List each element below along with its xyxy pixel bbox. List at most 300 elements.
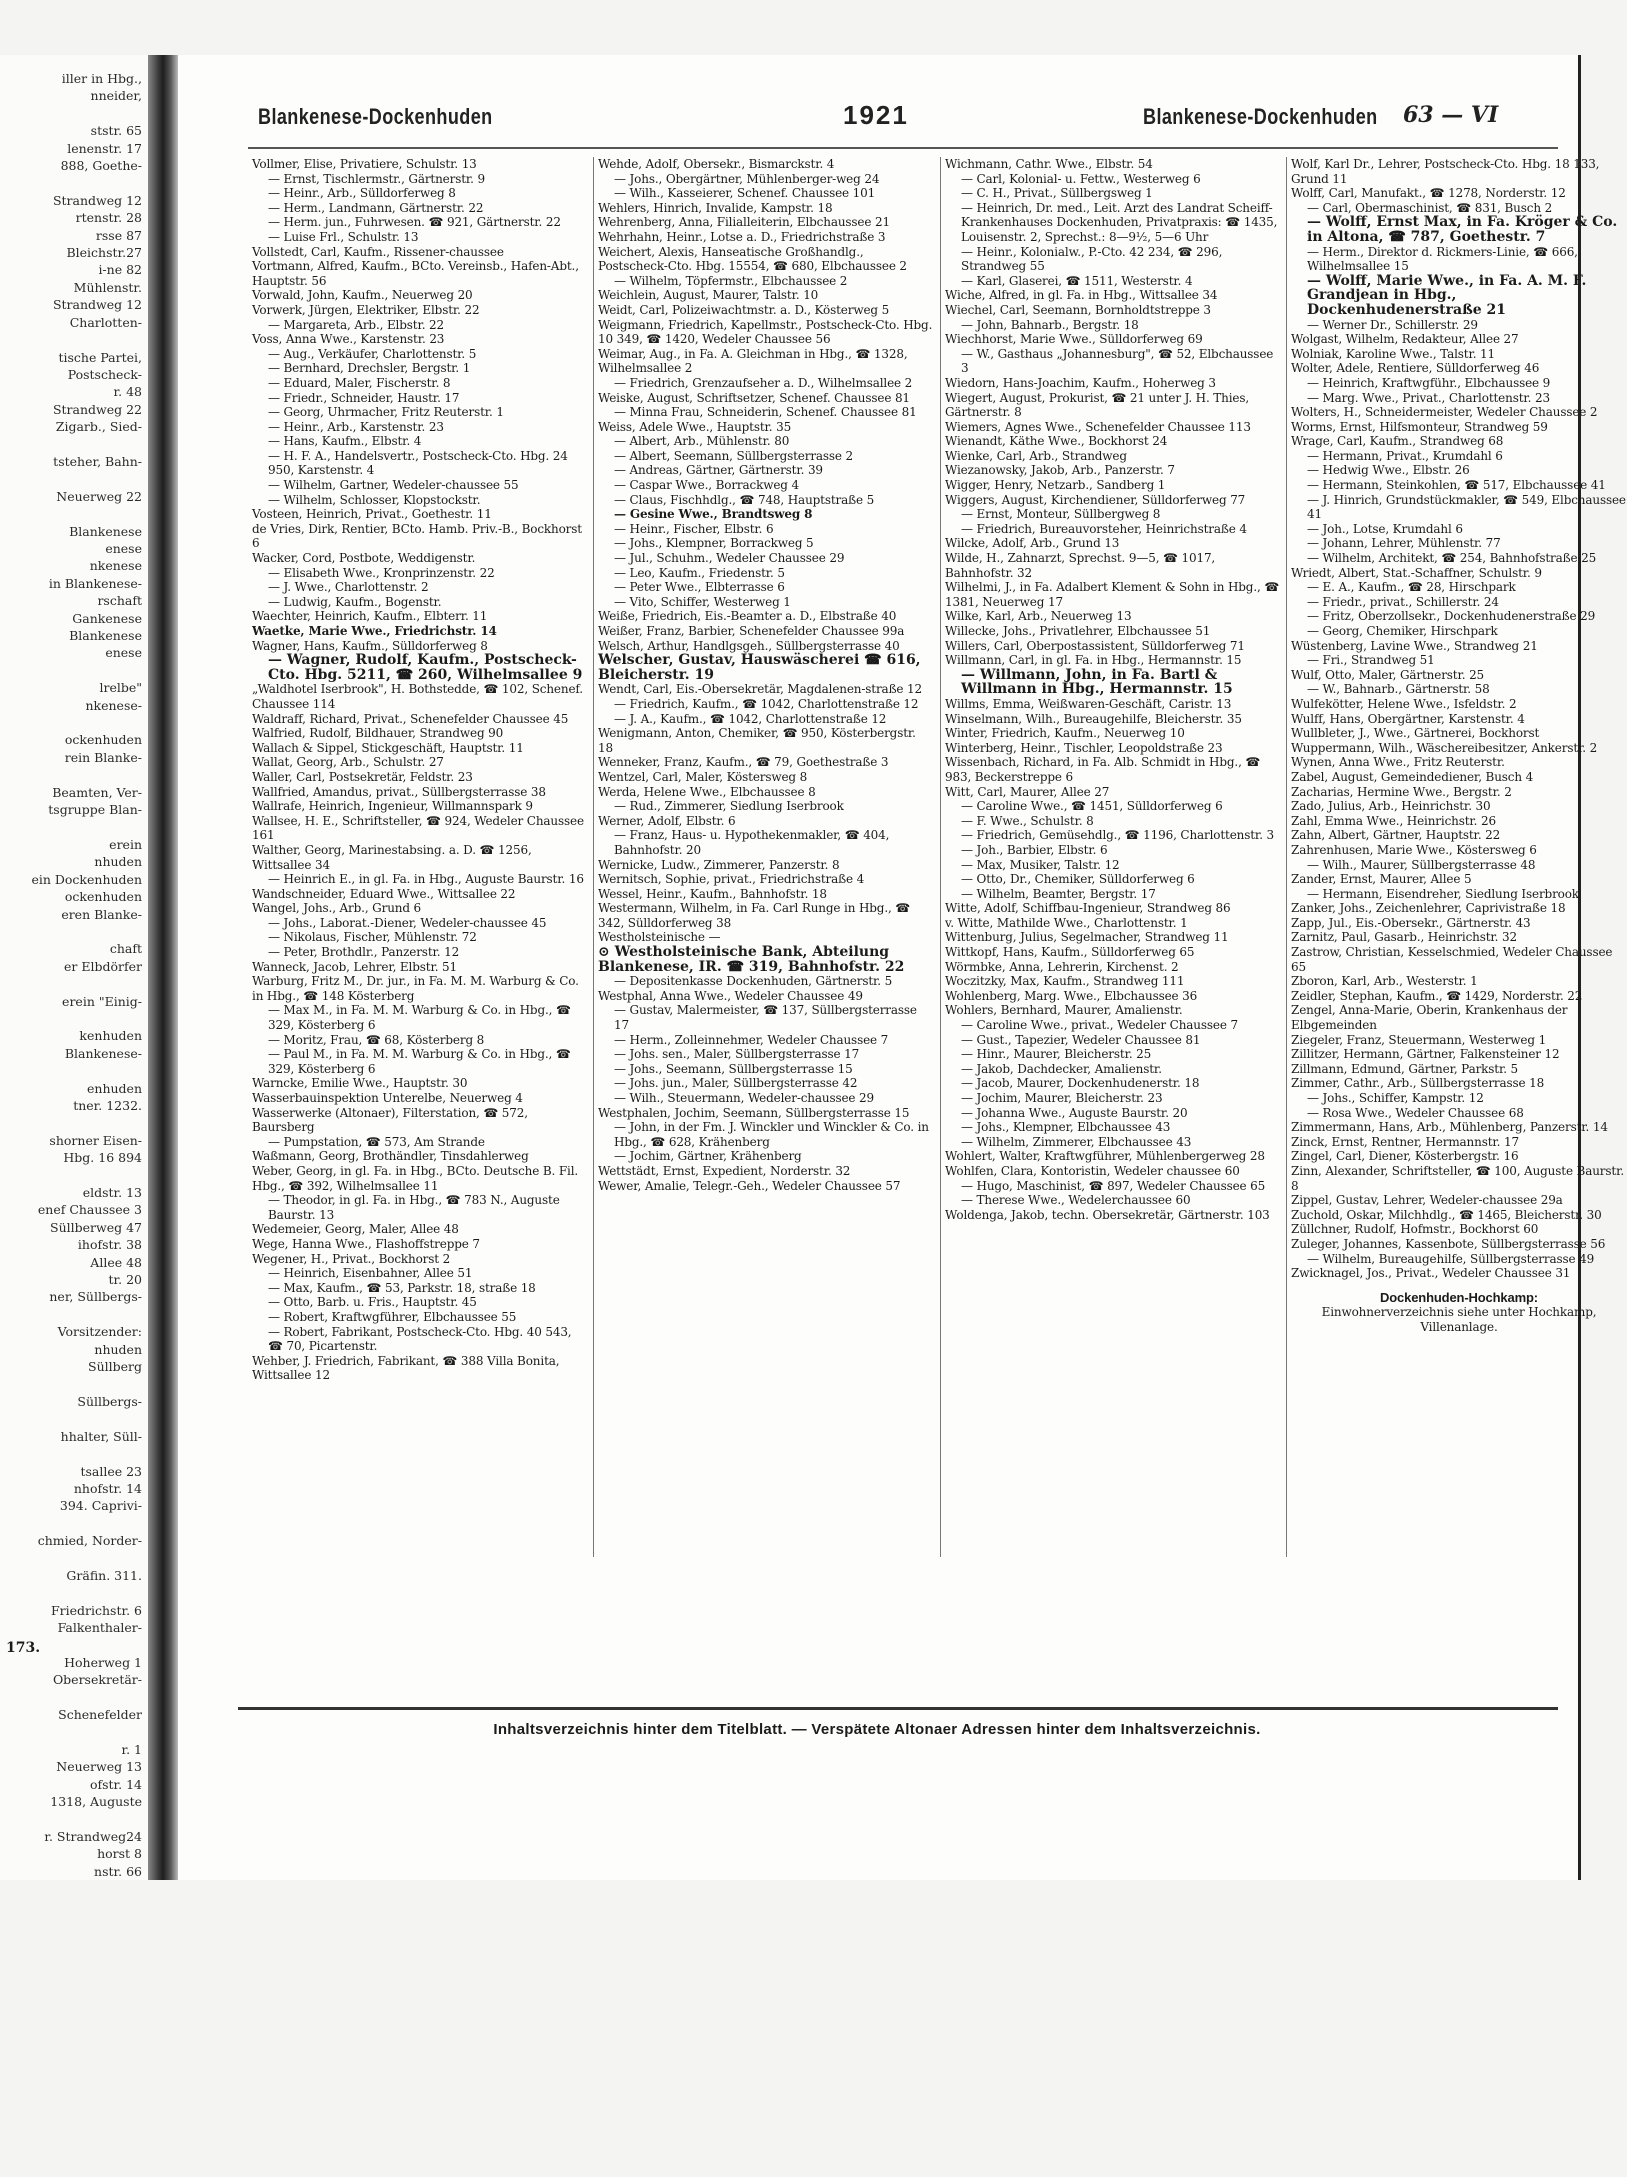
directory-entry: Wilhelmi, J., in Fa. Adalbert Klement & Sohn in Hbg., ☎ 1381, Neuerweg 17 (945, 580, 1280, 609)
left-page-line: 888, Goethe- (60, 158, 142, 174)
left-page-line (0, 923, 148, 940)
directory-entry: — Hermann, Privat., Krumdahl 6 (1307, 448, 1503, 463)
left-page-line: iller in Hbg., (61, 71, 142, 86)
directory-entry: — Robert, Fabrikant, Postscheck-Cto. Hbg. 40 543, ☎ 70, Picartenstr. (268, 1324, 572, 1354)
left-page-line: Blankenese (69, 628, 142, 643)
directory-entry: — John, Bahnarb., Bergstr. 18 (961, 317, 1139, 332)
directory-entry: Willmann, Carl, in gl. Fa. in Hbg., Hermannstr. 15 (945, 653, 1242, 668)
left-page-line: Hoherweg 1 (64, 1654, 142, 1670)
left-page-line: nkenese- (85, 697, 142, 713)
directory-entry: Wienandt, Käthe Wwe., Bockhorst 24 (945, 434, 1168, 449)
directory-entry: — J. Hinrich, Grundstückmakler, ☎ 549, Elbchaussee 41 (1307, 492, 1626, 522)
left-page-line (0, 714, 148, 731)
directory-entry: Witte, Adolf, Schiffbau-Ingenieur, Strandweg 86 (945, 901, 1231, 916)
directory-entry: Vorwald, John, Kaufm., Neuerweg 20 (252, 288, 473, 303)
left-page-line: hhalter, Süll- (60, 1428, 142, 1444)
left-page-line: lrelbe" (99, 680, 142, 696)
directory-entry: Walfried, Rudolf, Bildhauer, Strandweg 90 (252, 726, 504, 741)
directory-entry: Weigmann, Friedrich, Kapellmstr., Postscheck-Cto. Hbg. 10 349, ☎ 1420, Wedeler Chaussee 56 (598, 317, 933, 347)
left-page-line: eren Blanke- (61, 906, 142, 922)
directory-entry: Wallfried, Amandus, privat., Süllbergsterrasse 38 (252, 784, 546, 799)
directory-entry: Walther, Georg, Marinestabsing. a. D. ☎ 1256, Wittsallee 34 (252, 842, 532, 872)
left-page-line: eldstr. 13 (82, 1185, 142, 1200)
page-header (218, 100, 1568, 136)
directory-entry: Wrage, Carl, Kaufm., Strandweg 68 (1291, 434, 1504, 449)
directory-entry: — Johs., Klempner, Elbchaussee 43 (961, 1120, 1171, 1135)
directory-entry: — Jochim, Gärtner, Krähenberg (614, 1149, 802, 1164)
left-page-line: Falkenthaler- (57, 1620, 142, 1636)
directory-entry: — Georg, Uhrmacher, Fritz Reuterstr. 1 (268, 405, 504, 420)
directory-entry: Wulf, Otto, Maler, Gärtnerstr. 25 (1291, 667, 1485, 682)
directory-entry: — Therese Wwe., Wedelerchaussee 60 (961, 1193, 1191, 1208)
left-page-line: r. 48 (113, 384, 142, 400)
directory-entry: Westermann, Wilhelm, in Fa. Carl Runge in Hbg., ☎ 342, Sülldorferweg 38 (598, 901, 911, 930)
directory-entry: — Hedwig Wwe., Elbstr. 26 (1307, 463, 1470, 478)
directory-entry: Wolniak, Karoline Wwe., Talstr. 11 (1291, 346, 1496, 361)
directory-entry: Werner, Adolf, Elbstr. 6 (598, 813, 736, 828)
directory-entry: Zimmer, Cathr., Arb., Süllbergsterrasse 18 (1291, 1076, 1545, 1091)
left-page-line: Postscheck- (67, 366, 142, 382)
directory-entry: Wynen, Anna Wwe., Fritz Reuterstr. (1291, 755, 1505, 770)
directory-entry: Zabel, August, Gemeindediener, Busch 4 (1291, 769, 1534, 784)
directory-entry: Zacharias, Hermine Wwe., Bergstr. 2 (1291, 784, 1512, 799)
directory-entry: — Paul M., in Fa. M. M. Warburg & Co. in Hbg., ☎ 329, Kösterberg 6 (268, 1047, 571, 1076)
directory-entry: — Herm. jun., Fuhrwesen. ☎ 921, Gärtnerstr. 22 (268, 215, 561, 230)
directory-entry: Warburg, Fritz M., Dr. jur., in Fa. M. M. Warburg & Co. in Hbg., ☎ 148 Kösterberg (252, 974, 579, 1003)
directory-entry: Zado, Julius, Arb., Heinrichstr. 30 (1291, 799, 1491, 814)
directory-entry: — Friedrich, Gemüsehdlg., ☎ 1196, Charlottenstr. 3 (961, 828, 1275, 843)
directory-entry: Wacker, Cord, Postbote, Weddigenstr. (252, 551, 476, 566)
directory-entry: — Herm., Zolleinnehmer, Wedeler Chaussee 7 (614, 1032, 889, 1047)
directory-entry: Wörmbke, Anna, Lehrerin, Kirchenst. 2 (945, 959, 1179, 974)
directory-page (178, 55, 1626, 1880)
directory-entry: — Leo, Kaufm., Friedenstr. 5 (614, 565, 785, 580)
directory-entry: Vortmann, Alfred, Kaufm., BCto. Vereinsb., Hafen-Abt., Hauptstr. 56 (252, 259, 579, 288)
left-page-line: Allee 48 (90, 1254, 142, 1270)
directory-column-1 (252, 157, 588, 1383)
directory-entry: — Wilh., Kasseierer, Schenef. Chaussee 101 (614, 186, 876, 201)
left-page-line: horst 8 (97, 1846, 142, 1862)
directory-entry: — Hugo, Maschinist, ☎ 897, Wedeler Chaussee 65 (961, 1178, 1266, 1193)
directory-entry: Weiss, Adele Wwe., Hauptstr. 35 (598, 419, 792, 434)
directory-entry: — Jacob, Maurer, Dockenhudenerstr. 18 (961, 1076, 1200, 1091)
directory-entry: — Wilh., Maurer, Süllbergsterrasse 48 (1307, 857, 1536, 872)
left-page-line (0, 105, 148, 122)
left-page-line: nhuden (94, 1341, 142, 1357)
page-footer-note: Inhaltsverzeichnis hinter dem Titelblatt. — Verspätete Altonaer Adressen hinter dem Inhaltsverzeichnis. (493, 1721, 1261, 1738)
left-page-line: er Elbdörfer (64, 958, 142, 974)
directory-entry: Wallsee, H. E., Schriftsteller, ☎ 924, Wedeler Chaussee 161 (252, 813, 584, 843)
directory-entry: de Vries, Dirk, Rentier, BCto. Hamb. Priv.-B., Bockhorst 6 (252, 521, 582, 551)
left-page-line: nstr. 66 (94, 1863, 142, 1879)
directory-entry: Zuleger, Johannes, Kassenbote, Süllbergsterrasse 56 (1291, 1236, 1606, 1251)
directory-entry: Wichmann, Cathr. Wwe., Elbstr. 54 (945, 157, 1153, 171)
directory-entry: — Werner Dr., Schillerstr. 29 (1307, 317, 1478, 332)
directory-entry: — Robert, Kraftwgführer, Elbchaussee 55 (268, 1309, 517, 1324)
left-page-line (0, 1515, 148, 1532)
left-page-line: nkenese (89, 558, 142, 574)
directory-entry: — Joh., Barbier, Elbstr. 6 (961, 842, 1108, 857)
left-page-line: Blankenese- (64, 1045, 142, 1061)
directory-entry: — Friedr., Schneider, Haustr. 17 (268, 390, 460, 405)
directory-entry: Zahrenhusen, Marie Wwe., Köstersweg 6 (1291, 842, 1537, 857)
directory-entry: — Wilhelm, Bureaugehilfe, Süllbergsterrasse 49 (1307, 1251, 1595, 1266)
directory-entry: — Herm., Direktor d. Rickmers-Linie, ☎ 666, Wilhelmsallee 15 (1307, 244, 1578, 274)
directory-entry: Zuchold, Oskar, Milchhdlg., ☎ 1465, Bleicherstr. 30 (1291, 1207, 1602, 1222)
directory-entry: Wenneker, Franz, Kaufm., ☎ 79, Goethestraße 3 (598, 755, 889, 770)
left-page-line (0, 1167, 148, 1184)
left-page-line (0, 1689, 148, 1706)
directory-entry: Wohlenberg, Marg. Wwe., Elbchaussee 36 (945, 988, 1198, 1003)
left-page-line: r. Strandweg24 (44, 1829, 142, 1845)
left-page-line: Blankenese (69, 523, 142, 539)
directory-entry: Waßmann, Georg, Brothändler, Tinsdahlerweg (252, 1149, 529, 1164)
directory-entry: Winterberg, Heinr., Tischler, Leopoldstraße 23 (945, 740, 1223, 755)
directory-entry: v. Witte, Mathilde Wwe., Charlottenstr. 1 (945, 915, 1188, 930)
directory-entry: — Albert, Arb., Mühlenstr. 80 (614, 434, 790, 449)
left-page-line: Mühlenstr. (73, 279, 142, 295)
directory-entry: Zastrow, Christian, Kesselschmied, Wedeler Chaussee 65 (1291, 945, 1613, 974)
directory-entry: Westphal, Anna Wwe., Wedeler Chaussee 49 (598, 988, 863, 1003)
directory-entry: — Jochim, Maurer, Bleicherstr. 23 (961, 1091, 1163, 1105)
column-divider (940, 157, 941, 1557)
directory-entry: — Caroline Wwe., privat., Wedeler Chaussee 7 (961, 1018, 1238, 1033)
directory-entry: Wehlers, Hinrich, Invalide, Kampstr. 18 (598, 200, 833, 215)
directory-entry: Ziegeler, Franz, Steuermann, Westerweg 1 (1291, 1032, 1547, 1047)
directory-entry: — Friedrich, Grenzaufseher a. D., Wilhelmsallee 2 (614, 375, 913, 390)
directory-entry: — Otto, Dr., Chemiker, Sülldorferweg 6 (961, 872, 1195, 887)
left-page-line (0, 1550, 148, 1567)
directory-entry: Wedemeier, Georg, Maler, Allee 48 (252, 1222, 459, 1237)
directory-entry: — Hermann, Eisendreher, Siedlung Iserbrook (1307, 886, 1579, 901)
directory-entry: Wullbleter, J., Wwe., Gärtnerei, Bockhorst (1291, 726, 1540, 741)
section-heading: Dockenhuden-Hochkamp: (1380, 1289, 1538, 1305)
left-page-line: erein "Einig- (62, 993, 142, 1009)
directory-entry: — Heinr., Kolonialw., P.-Cto. 42 234, ☎ 296, Strandweg 55 (961, 244, 1223, 274)
directory-entry: — Jakob, Dachdecker, Amalienstr. (961, 1061, 1162, 1076)
directory-entry: Zinck, Ernst, Rentner, Hermannstr. 17 (1291, 1134, 1519, 1149)
directory-entry: — W., Gasthaus „Johannesburg", ☎ 52, Elbchaussee 3 (961, 346, 1274, 376)
directory-entry: — Bernhard, Drechsler, Bergstr. 1 (268, 361, 471, 376)
left-page-line (0, 975, 148, 992)
directory-entry: Wewer, Amalie, Telegr.-Geh., Wedeler Chaussee 57 (598, 1178, 901, 1193)
directory-entry: Wege, Hanna Wwe., Flashoffstreppe 7 (252, 1236, 480, 1251)
left-page-line: chaft (109, 941, 142, 957)
left-page-line: Strandweg 12 (52, 297, 142, 313)
directory-entry: — C. H., Privat., Süllbergsweg 1 (961, 186, 1153, 201)
directory-entry: — Hans, Kaufm., Elbstr. 4 (268, 434, 422, 449)
left-page-line: enese (105, 645, 142, 661)
directory-entry: Zahn, Albert, Gärtner, Hauptstr. 22 (1291, 828, 1501, 843)
directory-entry: Weichlein, August, Maurer, Talstr. 10 (598, 288, 819, 303)
directory-entry: Zinn, Alexander, Schriftsteller, ☎ 100, Auguste Baurstr. 8 (1291, 1163, 1625, 1193)
directory-entry: Willms, Emma, Weißwaren-Geschäft, Caristr. 13 (945, 696, 1232, 711)
left-page-line (0, 1375, 148, 1392)
left-page-line: enese (105, 540, 142, 556)
left-page-line (0, 331, 148, 348)
directory-entry: — W., Bahnarb., Gärtnerstr. 58 (1307, 682, 1490, 697)
directory-entry: Wilcke, Adolf, Arb., Grund 13 (945, 536, 1120, 551)
left-page-line: in Blankenese- (48, 575, 142, 591)
directory-entry: — Herm., Landmann, Gärtnerstr. 22 (268, 200, 484, 215)
left-page-line: Charlotten- (69, 314, 142, 330)
directory-entry: Wolter, Adele, Rentiere, Sülldorferweg 46 (1291, 361, 1540, 376)
left-page-line (0, 1010, 148, 1027)
directory-entry: Winselmann, Wilh., Bureaugehilfe, Bleicherstr. 35 (945, 711, 1242, 726)
directory-entry: Wehrenberg, Anna, Filialleiterin, Elbchaussee 21 (598, 215, 890, 230)
directory-entry: — Friedrich, Bureauvorsteher, Heinrichstraße 4 (961, 521, 1247, 536)
directory-entry: Zeidler, Stephan, Kaufm., ☎ 1429, Norderstr. 22 (1291, 988, 1583, 1003)
directory-entry: Zimmermann, Hans, Arb., Mühlenberg, Panzerstr. 14 (1291, 1120, 1608, 1135)
directory-entry: — Aug., Verkäufer, Charlottenstr. 5 (268, 346, 477, 361)
left-page-line: tr. 20 (108, 1272, 142, 1288)
header-year: 1921 (843, 100, 909, 130)
directory-entry: Zanker, Johs., Zeichenlehrer, Caprivistraße 18 (1291, 901, 1566, 916)
directory-entry: — Ludwig, Kaufm., Bogenstr. (268, 594, 442, 609)
directory-entry: — J. A., Kaufm., ☎ 1042, Charlottenstraße 12 (614, 711, 887, 726)
left-page-line: tsallee 23 (80, 1463, 142, 1479)
left-page-line: Neuerweg 22 (56, 488, 142, 504)
directory-entry: Züllchner, Rudolf, Hofmstr., Bockhorst 60 (1291, 1222, 1539, 1237)
directory-entry: Wolgast, Wilhelm, Redakteur, Allee 27 (1291, 332, 1519, 347)
left-page-line: tische Partei, (58, 349, 142, 365)
left-page-line (0, 505, 148, 522)
left-page-line: Schenefelder (58, 1707, 142, 1723)
left-page-line: rsse 87 (95, 227, 142, 243)
directory-entry: — Minna Frau, Schneiderin, Schenef. Chaussee 81 (614, 405, 917, 420)
directory-entry: — Pumpstation, ☎ 573, Am Strande (268, 1134, 485, 1149)
directory-entry: — Wilhelm, Töpfermstr., Elbchaussee 2 (614, 273, 848, 288)
directory-entry: Wandschneider, Eduard Wwe., Wittsallee 22 (252, 886, 516, 901)
left-page-line: ststr. 65 (90, 123, 142, 139)
directory-column-4 (1291, 157, 1627, 1335)
left-page-line (0, 436, 148, 453)
left-page-fragment (0, 70, 148, 1879)
directory-entry: Warncke, Emilie Wwe., Hauptstr. 30 (252, 1076, 468, 1091)
directory-entry: — Moritz, Frau, ☎ 68, Kösterberg 8 (268, 1032, 485, 1047)
left-page-line (0, 1062, 148, 1079)
directory-entry: Zillitzer, Hermann, Gärtner, Falkensteiner 12 (1291, 1047, 1560, 1062)
directory-entry: — J. Wwe., Charlottenstr. 2 (268, 580, 429, 595)
directory-entry: — Willmann, John, in Fa. Bartl & Willmann in Hbg., Hermannstr. 15 (961, 666, 1233, 698)
directory-entry: Zboron, Karl, Arb., Westerstr. 1 (1291, 974, 1478, 989)
directory-entry: Zingel, Carl, Diener, Kösterbergstr. 16 (1291, 1149, 1519, 1164)
directory-entry: — Heinrich, Eisenbahner, Allee 51 (268, 1266, 473, 1281)
directory-entry: Wiedorn, Hans-Joachim, Kaufm., Hoherweg 3 (945, 375, 1216, 390)
directory-entry: Weimar, Aug., in Fa. A. Gleichman in Hbg., ☎ 1328, Wilhelmsallee 2 (598, 346, 908, 376)
directory-entry: Weber, Georg, in gl. Fa. in Hbg., BCto. Deutsche B. Fil. Hbg., ☎ 392, Wilhelmsallee 11 (252, 1163, 579, 1193)
directory-entry: Wallrafe, Heinrich, Ingenieur, Willmannspark 9 (252, 799, 533, 814)
directory-entry: — Johs., Obergärtner, Mühlenberger-weg 24 (614, 171, 880, 186)
left-page-line (0, 1584, 148, 1601)
directory-entry: Weichert, Alexis, Hanseatische Großhandlg., Postscheck-Cto. Hbg. 15554, ☎ 680, Elbchaussee 2 (598, 244, 907, 274)
directory-entry: Wolff, Carl, Manufakt., ☎ 1278, Norderstr. 12 (1291, 186, 1566, 201)
left-page-line: Zigarb., Sied- (55, 419, 142, 435)
directory-entry: — Max M., in Fa. M. M. Warburg & Co. in Hbg., ☎ 329, Kösterberg 6 (268, 1003, 571, 1033)
directory-entry: — Johs., Laborat.-Diener, Wedeler-chaussee 45 (268, 915, 547, 930)
directory-entry: Wigger, Henry, Netzarb., Sandberg 1 (945, 478, 1166, 493)
directory-entry: — Wilhelm, Schlosser, Klopstockstr. (268, 492, 481, 507)
directory-entry: — Friedr., privat., Schillerstr. 24 (1307, 594, 1499, 609)
directory-entry: Wangel, Johs., Arb., Grund 6 (252, 901, 422, 916)
directory-entry: Welscher, Gustav, Hauswäscherei ☎ 616, Bleicherstr. 19 (598, 652, 921, 683)
directory-entry: Weiße, Friedrich, Eis.-Beamter a. D., Elbstraße 40 (598, 609, 897, 624)
directory-entry: — Hinr., Maurer, Bleicherstr. 25 (961, 1047, 1152, 1062)
directory-entry: — Johann, Lehrer, Mühlenstr. 77 (1307, 536, 1501, 551)
left-page-line (0, 818, 148, 835)
directory-entry: Vollmer, Elise, Privatiere, Schulstr. 13 (252, 157, 477, 171)
directory-entry: Wilke, Karl, Arb., Neuerweg 13 (945, 609, 1132, 624)
directory-entry: — Johs. jun., Maler, Süllbergsterrasse 42 (614, 1076, 858, 1091)
directory-entry: — Margareta, Arb., Elbstr. 22 (268, 317, 445, 332)
directory-entry: — Nikolaus, Fischer, Mühlenstr. 72 (268, 930, 477, 945)
directory-entry: — Georg, Chemiker, Hirschpark (1307, 624, 1498, 638)
directory-entry: — Vito, Schiffer, Westerweg 1 (614, 594, 791, 609)
directory-entry: Wittkopf, Hans, Kaufm., Sülldorferweg 65 (945, 945, 1195, 960)
left-page-line (0, 174, 148, 191)
directory-entry: — Heinr., Arb., Karstenstr. 23 (268, 419, 444, 434)
directory-entry: Wulff, Hans, Obergärtner, Karstenstr. 4 (1291, 711, 1525, 726)
directory-entry: Westholsteinische — (598, 930, 721, 945)
directory-entry: — Heinrich E., in gl. Fa. in Hbg., Auguste Baurstr. 16 (268, 872, 584, 887)
directory-entry: Wohlert, Walter, Kraftwgführer, Mühlenbergerweg 28 (945, 1149, 1265, 1164)
directory-column-3 (945, 157, 1281, 1222)
left-page-line: Süllberg (88, 1359, 142, 1375)
left-page-line: Strandweg 12 (52, 192, 142, 208)
left-page-number: 173. (6, 1640, 41, 1656)
directory-entry: Wiemers, Agnes Wwe., Schenefelder Chaussee 113 (945, 419, 1251, 434)
directory-entry: — Eduard, Maler, Fischerstr. 8 (268, 375, 451, 390)
directory-entry: — Caroline Wwe., ☎ 1451, Sülldorferweg 6 (961, 799, 1223, 814)
directory-entry: Zahl, Emma Wwe., Heinrichstr. 26 (1291, 813, 1496, 828)
directory-entry: — Joh., Lotse, Krumdahl 6 (1307, 521, 1463, 536)
directory-entry: — Max, Kaufm., ☎ 53, Parkstr. 18, straße 18 (268, 1280, 536, 1295)
left-page-line (0, 1811, 148, 1828)
directory-entry: Wasserbauinspektion Unterelbe, Neuerweg 4 (252, 1091, 523, 1105)
directory-entry: — Otto, Barb. u. Fris., Hauptstr. 45 (268, 1295, 477, 1310)
directory-entry: Wagner, Hans, Kaufm., Sülldorferweg 8 (252, 638, 488, 653)
header-left-title: Blankenese-Dockenhuden (258, 104, 493, 129)
directory-entry: Zapp, Jul., Eis.-Obersekr., Gärtnerstr. 43 (1291, 915, 1531, 930)
directory-entry: Westphalen, Jochim, Seemann, Süllbergsterrasse 15 (598, 1105, 910, 1120)
directory-entry: — Theodor, in gl. Fa. in Hbg., ☎ 783 N., Auguste Baurstr. 13 (268, 1193, 560, 1222)
directory-entry: — Marg. Wwe., Privat., Charlottenstr. 23 (1307, 390, 1550, 405)
directory-entry: Wissenbach, Richard, in Fa. Alb. Schmidt in Hbg., ☎ 983, Beckerstreppe 6 (945, 755, 1261, 784)
left-page-line (0, 766, 148, 783)
directory-entry: — Wilh., Steuermann, Wedeler-chaussee 29 (614, 1091, 875, 1105)
directory-entry: Wolters, H., Schneidermeister, Wedeler Chaussee 2 (1291, 405, 1598, 420)
directory-entry: Wenigmann, Anton, Chemiker, ☎ 950, Kösterbergstr. 18 (598, 726, 916, 755)
left-page-line: Strandweg 22 (52, 401, 142, 417)
left-page-line (0, 1724, 148, 1741)
left-page-line (0, 662, 148, 679)
left-page-line: r. 1 (121, 1742, 142, 1757)
directory-entry: Zwicknagel, Jos., Privat., Wedeler Chaussee 31 (1291, 1266, 1571, 1281)
directory-entry: Vosteen, Heinrich, Privat., Goethestr. 11 (252, 507, 492, 522)
directory-entry: — Wolff, Ernst Max, in Fa. Kröger & Co. in Altona, ☎ 787, Goethestr. 7 (1307, 214, 1618, 245)
directory-entry: „Waldhotel Iserbrook", H. Bothstedde, ☎ 102, Schenef. Chaussee 114 (252, 682, 583, 711)
directory-entry: Wuppermann, Wilh., Wäschereibesitzer, Ankerstr. 2 (1291, 740, 1598, 755)
left-page-line: shorner Eisen- (49, 1132, 142, 1148)
directory-entry: — Albert, Seemann, Süllbergsterrasse 2 (614, 448, 854, 463)
directory-entry: Wallach & Sippel, Stickgeschäft, Hauptstr. 11 (252, 740, 524, 755)
left-page-line (0, 1445, 148, 1462)
directory-entry: Winter, Friedrich, Kaufm., Neuerweg 10 (945, 726, 1185, 741)
directory-entry: — Johs. sen., Maler, Süllbergsterrasse 17 (614, 1047, 860, 1062)
directory-entry: — Wilhelm, Gartner, Wedeler-chaussee 55 (268, 478, 519, 493)
directory-entry: — Andreas, Gärtner, Gärtnerstr. 39 (614, 463, 823, 478)
directory-entry: — Caspar Wwe., Borrackweg 4 (614, 478, 799, 493)
directory-entry: ⊙ Westholsteinische Bank, Abteilung Blankenese, IR. ☎ 319, Bahnhofstr. 22 (598, 944, 905, 975)
section-note: Einwohnerverzeichnis siehe unter Hochkamp, Villenanlage. (1321, 1305, 1597, 1334)
directory-entry: — Wilhelm, Beamter, Bergstr. 17 (961, 886, 1156, 901)
directory-entry: — F. Wwe., Schulstr. 8 (961, 813, 1094, 828)
left-page-line: Neuerweg 13 (56, 1759, 142, 1775)
directory-entry: Willecke, Johs., Privatlehrer, Elbchaussee 51 (945, 624, 1211, 638)
directory-entry: Zengel, Anna-Marie, Oberin, Krankenhaus der Elbgemeinden (1291, 1003, 1568, 1033)
left-page-line (0, 1410, 148, 1427)
directory-entry: — Johs., Seemann, Süllbergsterrasse 15 (614, 1061, 853, 1076)
directory-entry: Wulfekötter, Helene Wwe., Isfeldstr. 2 (1291, 696, 1517, 711)
left-page-line (0, 470, 148, 487)
left-page-line: tsgruppe Blan- (48, 802, 142, 818)
directory-entry: Wiechhorst, Marie Wwe., Sülldorferweg 69 (945, 332, 1203, 347)
directory-entry: Zarnitz, Paul, Gasarb., Heinrichstr. 32 (1291, 930, 1517, 945)
left-page-line (0, 1306, 148, 1323)
left-page-line (0, 1114, 148, 1131)
directory-entry: — E. A., Kaufm., ☎ 28, Hirschpark (1307, 580, 1516, 595)
directory-entry: Weiske, August, Schriftsetzer, Schenef. Chaussee 81 (598, 390, 910, 405)
directory-entry: Werda, Helene Wwe., Elbchaussee 8 (598, 784, 816, 799)
directory-entry: Wiche, Alfred, in gl. Fa. in Hbg., Wittsallee 34 (945, 288, 1218, 303)
directory-entry: Wallat, Georg, Arb., Schulstr. 27 (252, 755, 444, 770)
directory-entry: — Johs., Klempner, Borrackweg 5 (614, 536, 814, 551)
directory-entry: Wolf, Karl Dr., Lehrer, Postscheck-Cto. Hbg. 18 133, Grund 11 (1291, 157, 1600, 186)
left-page-line: Hbg. 16 894 (63, 1150, 142, 1166)
directory-entry: Witt, Carl, Maurer, Allee 27 (945, 784, 1110, 799)
directory-entry: Wehde, Adolf, Obersekr., Bismarckstr. 4 (598, 157, 835, 171)
directory-entry: Vollstedt, Carl, Kaufm., Rissener-chaussee (252, 244, 504, 259)
directory-entry: Wernitsch, Sophie, privat., Friedrichstraße 4 (598, 872, 865, 887)
directory-entry: Woczitzky, Max, Kaufm., Strandweg 111 (945, 974, 1185, 989)
column-divider (593, 157, 594, 1557)
directory-entry: Wessel, Heinr., Kaufm., Bahnhofstr. 18 (598, 886, 827, 901)
directory-column-2 (598, 157, 934, 1193)
directory-entry: Weidt, Carl, Polizeiwachtmstr. a. D., Kösterweg 5 (598, 302, 890, 317)
directory-entry: Wittenburg, Julius, Segelmacher, Strandweg 11 (945, 930, 1229, 945)
directory-entry: Wohlfen, Clara, Kontoristin, Wedeler chaussee 60 (945, 1163, 1240, 1178)
left-page-line: Süllberweg 47 (50, 1219, 142, 1235)
directory-entry: — Gust., Tapezier, Wedeler Chaussee 81 (961, 1032, 1201, 1047)
left-page-line: ein Dockenhuden (31, 871, 142, 887)
directory-entry: Wohlers, Bernhard, Maurer, Amalienstr. (945, 1003, 1183, 1018)
directory-entry: — Hermann, Steinkohlen, ☎ 517, Elbchaussee 41 (1307, 478, 1606, 493)
left-page-line: nneider, (90, 88, 142, 104)
directory-entry: — Wilhelm, Architekt, ☎ 254, Bahnhofstraße 25 (1307, 551, 1597, 566)
left-page-line: 1318, Auguste (50, 1794, 142, 1810)
directory-entry: — Heinrich, Kraftwgführ., Elbchaussee 9 (1307, 375, 1551, 390)
directory-entry: — Ernst, Monteur, Süllbergweg 8 (961, 507, 1161, 522)
directory-entry: Wilde, H., Zahnarzt, Sprechst. 9—5, ☎ 1017, Bahnhofstr. 32 (945, 551, 1216, 580)
directory-entry: — Johs., Schiffer, Kampstr. 12 (1307, 1091, 1484, 1105)
directory-entry: Wiegert, August, Prokurist, ☎ 21 unter J. H. Thies, Gärtnerstr. 8 (945, 390, 1250, 420)
directory-entry: Vorwerk, Jürgen, Elektriker, Elbstr. 22 (252, 302, 480, 317)
left-page-line: ockenhuden (64, 889, 142, 905)
directory-entry: — Fritz, Oberzollsekr., Dockenhudenerstraße 29 (1307, 609, 1596, 624)
left-page-line: ockenhuden (64, 732, 142, 748)
left-page-line: ihofstr. 38 (77, 1237, 142, 1253)
directory-entry: — Luise Frl., Schulstr. 13 (268, 229, 419, 244)
